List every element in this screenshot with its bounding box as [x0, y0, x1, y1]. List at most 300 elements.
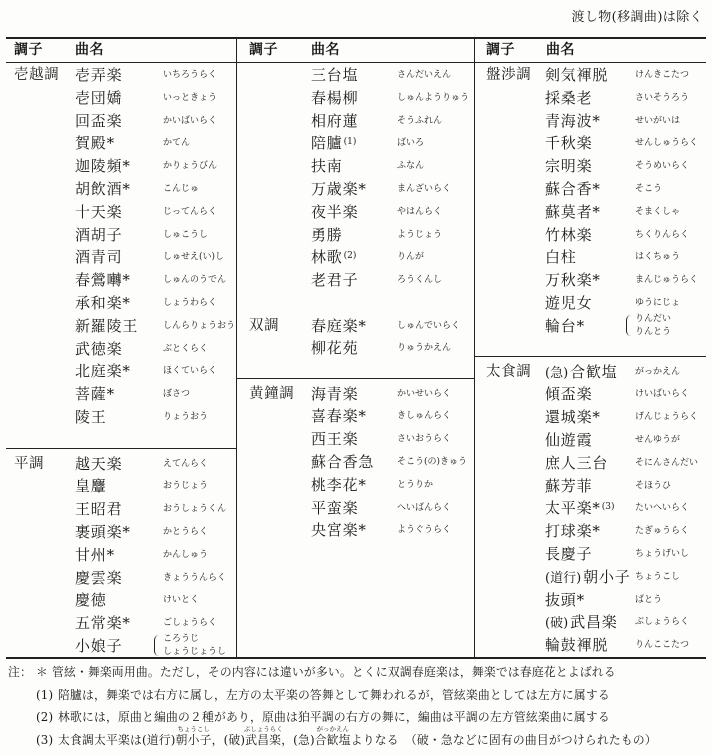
- piece-name: [545, 201, 601, 224]
- footnote: [8, 707, 610, 727]
- piece-name: [545, 110, 601, 133]
- piece-row: [236, 315, 474, 338]
- piece-row: [474, 634, 706, 657]
- ruby-text: [314, 725, 351, 747]
- footnote-text: 太食調太平楽は(道行): [58, 733, 176, 747]
- piece-title: 壱弄楽: [75, 66, 123, 84]
- piece-name: [75, 589, 107, 612]
- piece-title: 武昌楽: [570, 613, 618, 632]
- piece-row: [474, 566, 706, 589]
- table-column: [6, 63, 236, 657]
- piece-name: [545, 452, 608, 475]
- ruby-reading: ぶしょうらく: [243, 725, 283, 733]
- piece-reading: さいおうらく: [397, 434, 452, 445]
- piece-row: [236, 132, 474, 155]
- piece-title: 柳花苑: [311, 339, 359, 358]
- piece-row: [6, 224, 236, 247]
- piece-reading: きしゅんらく: [397, 411, 452, 422]
- piece-title: 春楊柳: [311, 88, 359, 107]
- piece-reading: せいがいは: [635, 115, 681, 126]
- piece-reading: かんしゅう: [163, 549, 209, 560]
- piece-name: [75, 155, 131, 178]
- piece-reading: いちろうらく: [163, 70, 218, 80]
- piece-name: [545, 315, 585, 338]
- piece-row: [474, 292, 706, 315]
- piece-name: [75, 475, 107, 498]
- footnote-main: [8, 662, 616, 682]
- piece-title: 蘇莫者*: [545, 202, 601, 221]
- piece-reading: りゅうかえん: [397, 343, 452, 354]
- piece-name: [545, 429, 592, 452]
- piece-name: [75, 178, 131, 201]
- piece-title: 王昭君: [75, 500, 123, 519]
- ruby-base: 朝小子: [175, 733, 212, 747]
- piece-row: [474, 611, 706, 634]
- piece-name: [545, 269, 601, 292]
- piece-reading: まんざいらく: [397, 183, 452, 194]
- piece-title: 胡飲酒*: [75, 179, 131, 198]
- piece-reading: はくちゅう: [635, 252, 681, 263]
- piece-name: [311, 201, 358, 224]
- piece-row: [6, 475, 236, 498]
- piece-reading: げんじょうらく: [635, 412, 699, 423]
- piece-reading: しゅんのうでん: [163, 275, 227, 286]
- piece-title: 還城楽*: [545, 408, 601, 427]
- piece-reading: かとうらく: [163, 526, 209, 537]
- piece-row: [6, 612, 236, 635]
- piece-reading: やはんらく: [397, 206, 443, 217]
- piece-row: [236, 224, 474, 247]
- piece-name: [75, 338, 122, 361]
- ruby-reading: ちょうこし: [177, 725, 210, 733]
- piece-title: 酒胡子: [75, 225, 123, 244]
- piece-name: [311, 87, 358, 110]
- piece-name: [75, 246, 122, 269]
- piece-row: [6, 338, 236, 361]
- piece-row: [474, 361, 706, 384]
- piece-row: [474, 155, 706, 178]
- piece-reading: りんが: [397, 252, 425, 263]
- piece-row: [236, 428, 474, 451]
- piece-row: [6, 453, 236, 476]
- piece-title: 仙遊霞: [545, 430, 593, 449]
- piece-reading: えてんらく: [163, 458, 209, 469]
- table-column: [236, 63, 474, 657]
- piece-name: [75, 269, 131, 292]
- piece-row: [236, 474, 474, 497]
- piece-name: [545, 634, 608, 657]
- piece-name: [545, 292, 592, 315]
- piece-title: 甘州*: [75, 545, 115, 564]
- piece-reading: りょうおう: [163, 411, 209, 422]
- piece-reading: きょううんらく: [163, 572, 227, 583]
- piece-title: 庶人三台: [545, 453, 609, 472]
- mode-label: 黄鐘調: [249, 385, 295, 402]
- piece-title: 承和楽*: [75, 293, 131, 312]
- piece-reading: おうじょう: [163, 481, 209, 492]
- piece-reading: かいせいらく: [397, 388, 452, 399]
- piece-row: [474, 543, 706, 566]
- header-mode: 調子: [249, 42, 278, 58]
- piece-row: [6, 201, 236, 224]
- piece-reading: しんらりょうおう: [163, 320, 236, 331]
- piece-row: [6, 589, 236, 612]
- header-piece: 曲名: [546, 42, 575, 58]
- piece-title: 白柱: [545, 248, 577, 267]
- footnote-label: 注：: [8, 665, 32, 679]
- piece-name: [75, 635, 122, 657]
- footnote-text: 陪臚は，舞楽では右方に属し，左方の太平楽の答舞として舞われるが，管絃楽曲としては左方に属する: [58, 688, 610, 702]
- piece-row: [236, 497, 474, 520]
- piece-reading: しゅせえ(い)し: [163, 252, 225, 263]
- piece-row: [236, 451, 474, 474]
- piece-title: 裹頭楽*: [75, 522, 131, 541]
- piece-name: [545, 566, 631, 591]
- piece-name: [545, 87, 592, 110]
- piece-reading: けいとく: [163, 595, 200, 606]
- piece-title: 剣気褌脱: [545, 66, 609, 84]
- piece-row: [6, 269, 236, 292]
- piece-row: [474, 87, 706, 110]
- piece-reading: まんじゅうらく: [635, 275, 699, 286]
- piece-reading: かいばいらく: [163, 115, 218, 126]
- ruby-base: 合歓塩: [314, 733, 351, 747]
- piece-title: 西王楽: [311, 430, 359, 449]
- mode-label: 平調: [14, 455, 45, 472]
- piece-row: [6, 87, 236, 110]
- piece-title: 蘇合香急: [311, 452, 375, 471]
- piece-title: 老君子: [311, 271, 359, 290]
- piece-title: 傾盃楽: [545, 385, 593, 404]
- piece-row: [474, 110, 706, 133]
- piece-row: [236, 383, 474, 406]
- piece-reading: さんだいえん: [397, 70, 452, 80]
- piece-name: [545, 475, 592, 498]
- piece-title: 千秋楽: [545, 134, 593, 153]
- piece-title: 新羅陵王: [75, 316, 139, 335]
- section-divider: [236, 378, 474, 379]
- piece-title: 慶雲楽: [75, 568, 123, 587]
- piece-name: [545, 155, 592, 178]
- footnote-text: ，(急): [281, 733, 315, 747]
- piece-reading: ぶしょうらく: [635, 617, 690, 628]
- piece-row: [236, 269, 474, 292]
- mode-section: [474, 64, 706, 338]
- piece-reading: りんだい: [635, 314, 672, 325]
- footnote-ref: (2): [343, 251, 357, 262]
- piece-title: 万歳楽*: [311, 179, 367, 198]
- piece-reading: ほくていらく: [163, 366, 218, 377]
- piece-reading: しゅんでいらく: [397, 320, 461, 331]
- piece-title: 陵王: [75, 407, 107, 426]
- piece-reading: いっときょう: [163, 92, 218, 103]
- piece-reading: ろうくんし: [397, 275, 443, 286]
- piece-title: 扶南: [311, 157, 343, 176]
- mode-section: [6, 64, 236, 429]
- piece-row: [474, 315, 706, 338]
- piece-name: [75, 567, 122, 590]
- mode-label: 双調: [249, 317, 280, 334]
- table-top-rule: [6, 37, 706, 39]
- piece-reading: ごしょうらく: [163, 618, 218, 629]
- ruby-reading: がっかえん: [316, 725, 350, 733]
- piece-row: [236, 405, 474, 428]
- exclusion-note: 渡し物(移調曲)は除く: [571, 10, 703, 25]
- piece-reading: しゅんようりゅう: [397, 92, 470, 103]
- piece-name: [75, 224, 122, 247]
- piece-reading: たぎゅうらく: [635, 526, 690, 537]
- piece-name: [311, 428, 358, 451]
- piece-name: [311, 224, 343, 247]
- piece-name: [311, 269, 358, 292]
- piece-reading: そうふれん: [397, 115, 443, 126]
- piece-reading: しゅこうし: [163, 229, 209, 240]
- table-bottom-rule: [6, 657, 706, 659]
- piece-reading: ようじょう: [397, 229, 443, 240]
- piece-name: [545, 64, 608, 87]
- piece-name: [545, 589, 585, 612]
- piece-name: [545, 611, 618, 636]
- mode-section: [6, 453, 236, 657]
- piece-name: [75, 521, 131, 544]
- piece-title: 朝小子: [583, 567, 631, 586]
- piece-title: 輪鼓褌脱: [545, 636, 609, 655]
- piece-title: 海青楽: [311, 384, 359, 403]
- piece-row: [474, 452, 706, 475]
- piece-name: [545, 178, 601, 201]
- piece-row: [6, 178, 236, 201]
- piece-reading: けいばいらく: [635, 389, 690, 400]
- piece-name: [311, 110, 358, 133]
- piece-title: 宗明楽: [545, 157, 593, 176]
- piece-title: 桃李花*: [311, 475, 367, 494]
- piece-row: [474, 429, 706, 452]
- piece-name: [75, 201, 122, 224]
- piece-title: 酒青司: [75, 248, 123, 267]
- piece-row: [474, 246, 706, 269]
- piece-row: [6, 132, 236, 155]
- piece-reading: おうしょうくん: [163, 504, 227, 515]
- piece-name: [311, 64, 358, 87]
- footnote-text: ，(破): [211, 733, 246, 747]
- header-mode: 調子: [486, 42, 515, 58]
- piece-title: 万秋楽*: [545, 271, 601, 290]
- piece-row: [474, 475, 706, 498]
- piece-reading: ちょうこし: [635, 571, 681, 582]
- piece-row: [236, 519, 474, 542]
- piece-row: [236, 337, 474, 360]
- piece-reading: ようぐうらく: [397, 525, 452, 536]
- piece-row: [6, 383, 236, 406]
- piece-row: [474, 589, 706, 612]
- piece-row: [474, 269, 706, 292]
- header-piece: 曲名: [311, 42, 340, 58]
- piece-row: [6, 498, 236, 521]
- piece-title: 青海波*: [545, 111, 601, 130]
- piece-title: 越天楽: [75, 454, 123, 473]
- footnote: [8, 725, 657, 750]
- piece-title: 春庭楽*: [311, 316, 367, 335]
- piece-title: 陪臚: [311, 134, 343, 153]
- piece-name: [75, 406, 107, 429]
- piece-reading: しょうじょうし: [163, 646, 227, 657]
- piece-reading: じってんらく: [163, 206, 218, 217]
- piece-name: [311, 497, 358, 520]
- piece-row: [474, 64, 706, 87]
- piece-reading: そほうひ: [635, 480, 672, 491]
- piece-reading: ふなん: [397, 161, 425, 172]
- piece-row: [6, 292, 236, 315]
- piece-title: 竹林楽: [545, 225, 593, 244]
- piece-name: [545, 132, 592, 155]
- piece-name: [545, 383, 592, 406]
- piece-name: [545, 224, 592, 247]
- piece-row: [236, 64, 474, 87]
- piece-name: [75, 360, 131, 383]
- piece-reading: そこう(の)きゅう: [397, 456, 468, 467]
- piece-reading: かりょうびん: [163, 161, 218, 172]
- piece-row: [236, 87, 474, 110]
- piece-reading: せんしゅうらく: [635, 138, 699, 149]
- piece-reading: りんここたつ: [635, 640, 690, 651]
- piece-reading: がっかえん: [635, 366, 681, 377]
- piece-title: 抜頭*: [545, 590, 585, 609]
- piece-name: [75, 315, 138, 338]
- piece-name: [311, 315, 367, 338]
- piece-title: 採桑老: [545, 88, 593, 107]
- piece-title: 五常楽*: [75, 614, 131, 633]
- footnote-text: 林歌には，原曲と編曲の２種があり，原曲は狛平調の右方の舞に，編曲は平調の左方管絃楽曲に属する: [58, 710, 610, 724]
- piece-name: [311, 337, 358, 360]
- piece-reading: ぶとくらく: [163, 343, 209, 354]
- piece-title: 林歌: [311, 248, 343, 267]
- piece-title: 喜春楽*: [311, 407, 367, 426]
- piece-row: [6, 246, 236, 269]
- piece-name: [311, 519, 367, 542]
- piece-reading: さいそうろう: [635, 92, 690, 103]
- mode-section: [474, 361, 706, 657]
- piece-title: 三台塩: [311, 66, 359, 84]
- piece-row: [474, 383, 706, 406]
- mode-section: [236, 315, 474, 361]
- piece-row: [236, 110, 474, 133]
- piece-readings: [635, 313, 671, 338]
- mode-label: 壱越調: [14, 67, 60, 83]
- piece-row: [474, 178, 706, 201]
- piece-name: [75, 453, 122, 476]
- piece-title: 打球楽*: [545, 522, 601, 541]
- mode-section: [236, 383, 474, 543]
- footnote: [8, 685, 610, 705]
- piece-row: [6, 360, 236, 383]
- section-divider: [6, 448, 236, 449]
- piece-name: [75, 132, 115, 155]
- ruby-base: 武昌楽: [245, 733, 282, 747]
- piece-row: [236, 201, 474, 224]
- piece-row: [474, 132, 706, 155]
- piece-title: 蘇芳菲: [545, 476, 593, 495]
- piece-row: [474, 406, 706, 429]
- piece-title: 皇麞: [75, 477, 107, 496]
- piece-name: [311, 178, 367, 201]
- footnote-marker: (2): [36, 710, 54, 724]
- ruby-text: [175, 725, 212, 747]
- footnote-ref: (3): [601, 502, 615, 513]
- piece-name: [75, 64, 122, 87]
- piece-row: [474, 224, 706, 247]
- piece-reading: ゆうにじょ: [635, 297, 681, 308]
- piece-name: [311, 383, 358, 406]
- piece-row: [6, 110, 236, 133]
- piece-title: 合歓塩: [570, 362, 618, 381]
- piece-name: [311, 474, 367, 497]
- piece-reading: かてん: [163, 138, 191, 149]
- piece-title: 慶徳: [75, 591, 107, 610]
- piece-row: [6, 567, 236, 590]
- piece-reading: せんゆうが: [635, 434, 681, 445]
- piece-name: [545, 406, 601, 429]
- piece-title: 春鶯囀*: [75, 271, 131, 290]
- piece-reading: ちくりんらく: [635, 229, 690, 240]
- piece-reading: へいばんらく: [397, 502, 452, 513]
- piece-reading: ぼさつ: [163, 389, 191, 400]
- piece-name: [311, 155, 343, 178]
- footnote-text: よりなる （破・急などに固有の曲目がつけられたもの）: [350, 733, 657, 747]
- piece-reading: そまくしゃ: [635, 206, 681, 217]
- footnote-ref: (1): [343, 137, 357, 148]
- header-mode: 調子: [14, 42, 43, 58]
- piece-reading: たいへいらく: [635, 503, 690, 514]
- piece-reading: ばとう: [635, 594, 663, 605]
- piece-title: 長慶子: [545, 544, 593, 563]
- piece-name: [545, 361, 618, 386]
- ruby-text: [243, 725, 283, 747]
- piece-name: [75, 544, 115, 567]
- piece-row: [6, 64, 236, 87]
- piece-readings: [163, 633, 226, 657]
- piece-name: [311, 451, 374, 474]
- piece-reading: こんじゅ: [163, 183, 200, 194]
- piece-title: 夜半楽: [311, 202, 359, 221]
- piece-reading: ばいろ: [397, 138, 425, 149]
- piece-name: [545, 543, 592, 566]
- piece-title: 回盃楽: [75, 111, 123, 130]
- piece-row: [474, 497, 706, 520]
- piece-section-prefix: (破): [545, 616, 569, 632]
- mode-section: [236, 64, 474, 292]
- piece-row: [474, 520, 706, 543]
- piece-title: 遊児女: [545, 293, 593, 312]
- piece-name: [545, 520, 601, 543]
- mode-label: 盤渉調: [486, 67, 532, 83]
- piece-row: [6, 406, 236, 429]
- piece-row: [236, 155, 474, 178]
- footnote-marker: (3): [36, 733, 54, 747]
- piece-title: 小娘子: [75, 636, 123, 655]
- piece-title: 相府蓮: [311, 111, 359, 130]
- piece-name: [75, 110, 122, 133]
- piece-name: [75, 612, 131, 635]
- table-column: [474, 63, 706, 657]
- section-divider: [474, 356, 706, 357]
- piece-title: 壱団嬌: [75, 88, 123, 107]
- brace-icon: [154, 635, 159, 656]
- piece-title: 太平楽*: [545, 499, 601, 518]
- piece-name: [545, 246, 577, 269]
- piece-reading: そこう: [635, 183, 663, 194]
- piece-section-prefix: (道行): [545, 570, 582, 586]
- piece-reading: そうめいらく: [635, 161, 690, 172]
